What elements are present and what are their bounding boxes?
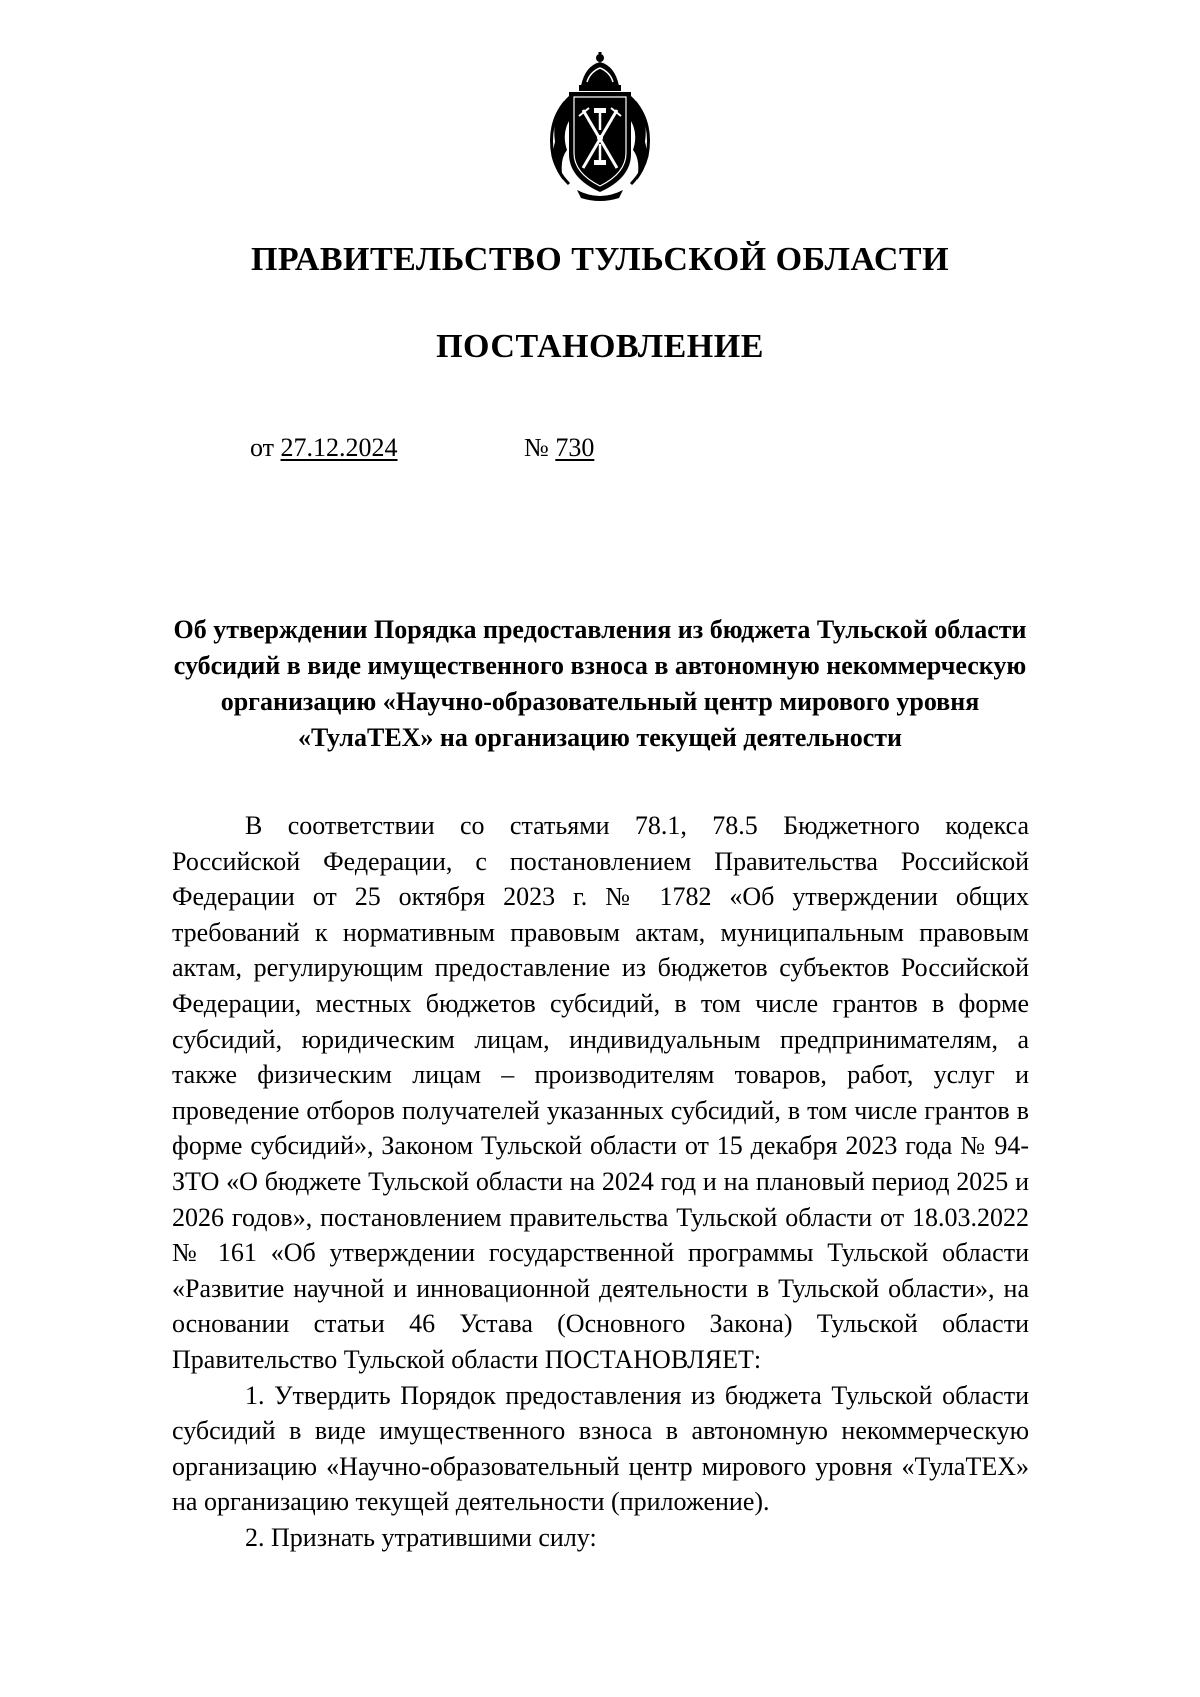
- document-number: 730: [555, 433, 595, 462]
- date-prefix: от: [250, 433, 275, 462]
- body-paragraph: 2. Признать утратившими силу:: [245, 1522, 597, 1552]
- organization-title: ПРАВИТЕЛЬСТВО ТУЛЬСКОЙ ОБЛАСТИ: [250, 241, 950, 278]
- document-body: [172, 808, 1029, 1555]
- document-date-line: [250, 430, 398, 466]
- document-number-line: [524, 430, 594, 466]
- body-paragraph: 1. Утвердить Порядок предоставления из бюджета Тульской области субсидий в виде имущественного взноса в автономную некоммерческую организацию «Научно-образовательный центр мирового уровня «ТулаТЕХ» на организацию текущей деятельности (приложение).: [172, 1380, 1029, 1517]
- coat-of-arms-icon: [545, 52, 655, 202]
- number-prefix: №: [524, 433, 549, 462]
- body-paragraph: В соответствии со статьями 78.1, 78.5 Бюджетного кодекса Российской Федерации, с постановлением Правительства Российской Федерации от 25 октября 2023 г. № 1782 «Об утверждении общих требований к нормативным правовым актам, муниципальным правовым актам, регулирующим предоставление из бюджетов субъектов Российской Федерации, местных бюджетов субсидий, в том числе грантов в форме субсидий, юридическим лицам, индивидуальным предпринимателям, а также физическим лицам – производителям товаров, работ, услуг и проведение отборов получателей указанных субсидий, в том числе грантов в форме субсидий», Законом Тульской области от 15 декабря 2023 года № 94-ЗТО «О бюджете Тульской области на 2024 год и на плановый период 2025 и 2026 годов», постановлением правительства Тульской области от 18.03.2022 № 161 «Об утверждении государственной программы Тульской области «Развитие научной и инновационной деятельности в Тульской области», на основании статьи 46 Устава (Основного Закона) Тульской области Правительство Тульской области ПОСТАНОВЛЯЕТ:: [172, 811, 1029, 1374]
- document-type: ПОСТАНОВЛЕНИЕ: [436, 328, 764, 365]
- document-heading: Об утверждении Порядка предоставления из бюджета Тульской области субсидий в виде имущественного взноса в автономную некоммерческую организацию «Научно-образовательный центр мирового уровня «ТулаТЕХ» на организацию текущей деятельности: [173, 615, 1027, 752]
- document-date: 27.12.2024: [280, 433, 398, 462]
